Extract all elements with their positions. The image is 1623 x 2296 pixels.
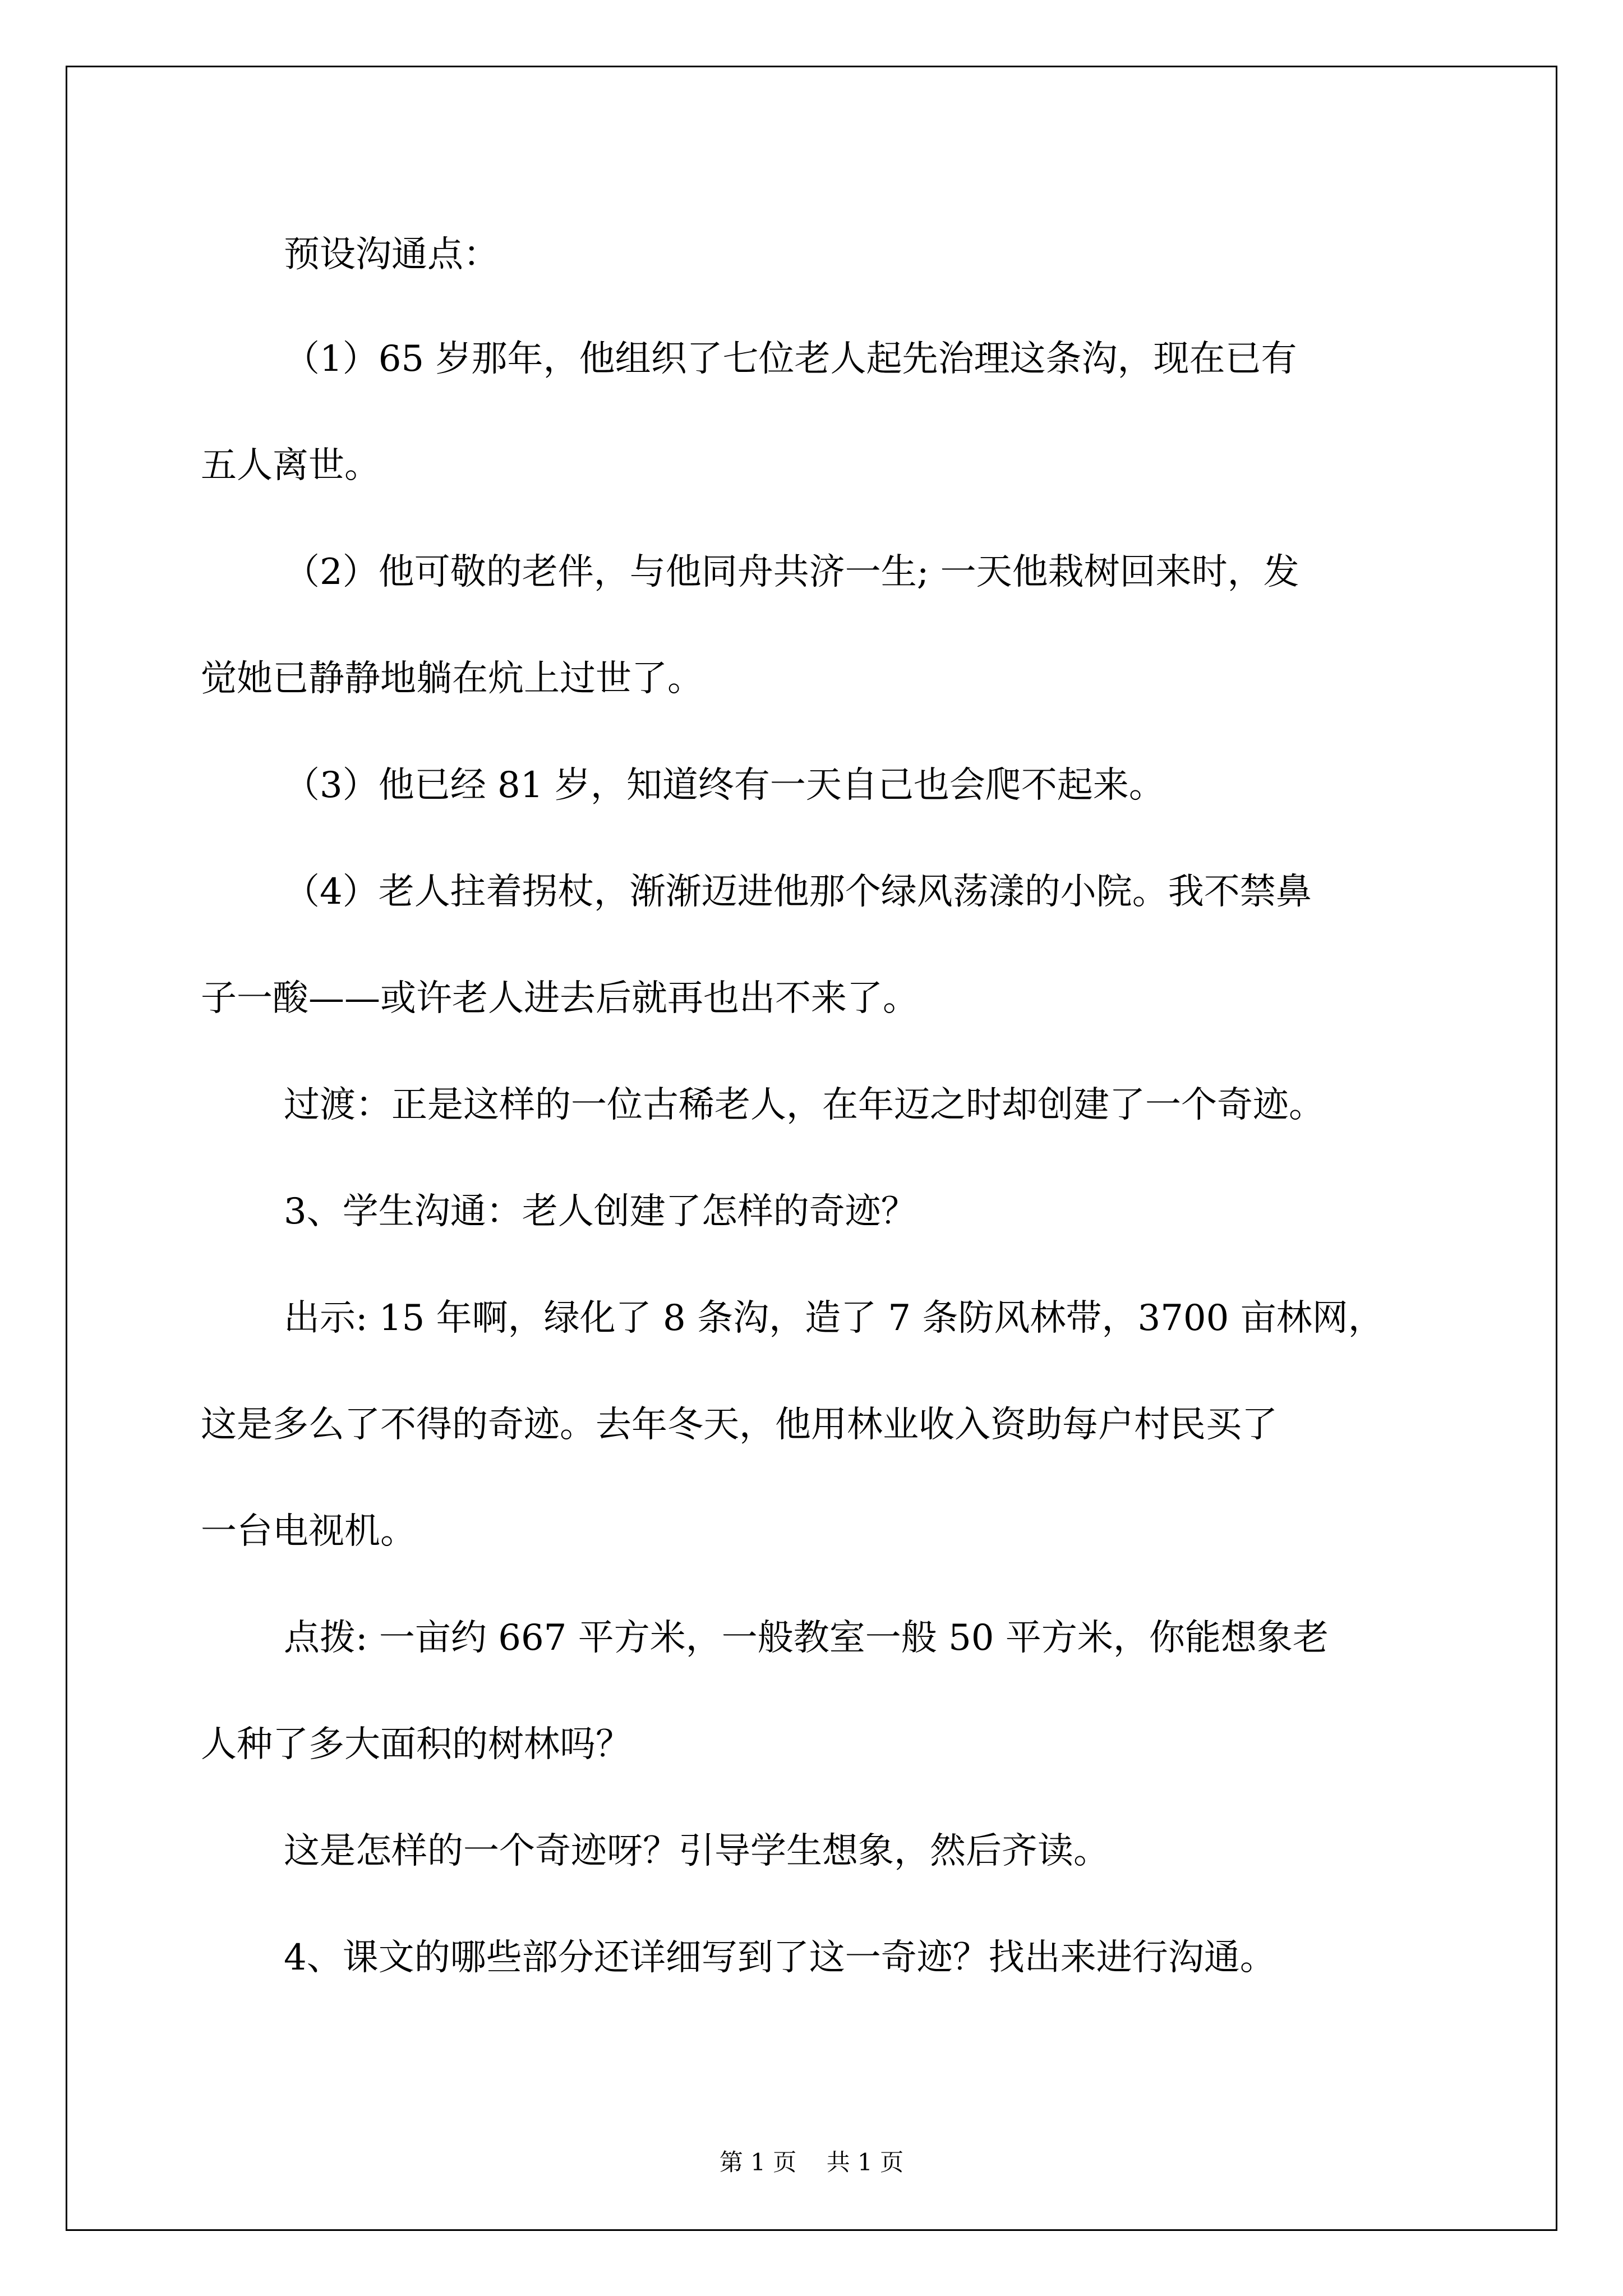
paragraph-line: 这是多么了不得的奇迹。去年冬天，他用林业收入资助每户村民买了 [201,1404,1278,1446]
page-footer: 第 1 页 共 1 页 [719,2148,904,2176]
paragraph-line: （4）老人拄着拐杖，渐渐迈进他那个绿风荡漾的小院。我不禁鼻 [284,871,1312,913]
page-border [66,66,1557,2231]
paragraph-line: 4、课文的哪些部分还详细写到了这一奇迹？找出来进行沟通。 [284,1937,1276,1978]
paragraph-line: 这是怎样的一个奇迹呀？引导学生想象，然后齐读。 [284,1830,1109,1872]
paragraph-line: （2）他可敬的老伴，与他同舟共济一生; 一天他栽树回来时，发 [284,551,1299,593]
paragraph-line: 一台电视机。 [201,1511,416,1552]
paragraph-line: 五人离世。 [201,445,380,486]
paragraph-line: 觉她已静静地躺在炕上过世了。 [201,658,703,700]
paragraph-line: 子一酸——或许老人进去后就再也出不来了。 [201,978,919,1019]
paragraph-line: 出示: 15 年啊，绿化了 8 条沟，造了 7 条防风林带，3700 亩林网， [284,1297,1384,1339]
paragraph-line: 预设沟通点： [284,234,499,275]
paragraph-line: 过渡：正是这样的一位古稀老人，在年迈之时却创建了一个奇迹。 [284,1084,1325,1126]
paragraph-line: 点拨: 一亩约 667 平方米，一般教室一般 50 平方米，你能想象老 [284,1617,1329,1659]
paragraph-line: （1）65 岁那年，他组织了七位老人起先治理这条沟，现在已有 [284,338,1297,380]
paragraph-line: 人种了多大面积的树林吗？ [201,1724,631,1765]
paragraph-line: （3）他已经 81 岁，知道终有一天自己也会爬不起来。 [284,765,1165,806]
paragraph-line: 3、学生沟通：老人创建了怎样的奇迹？ [284,1191,917,1232]
